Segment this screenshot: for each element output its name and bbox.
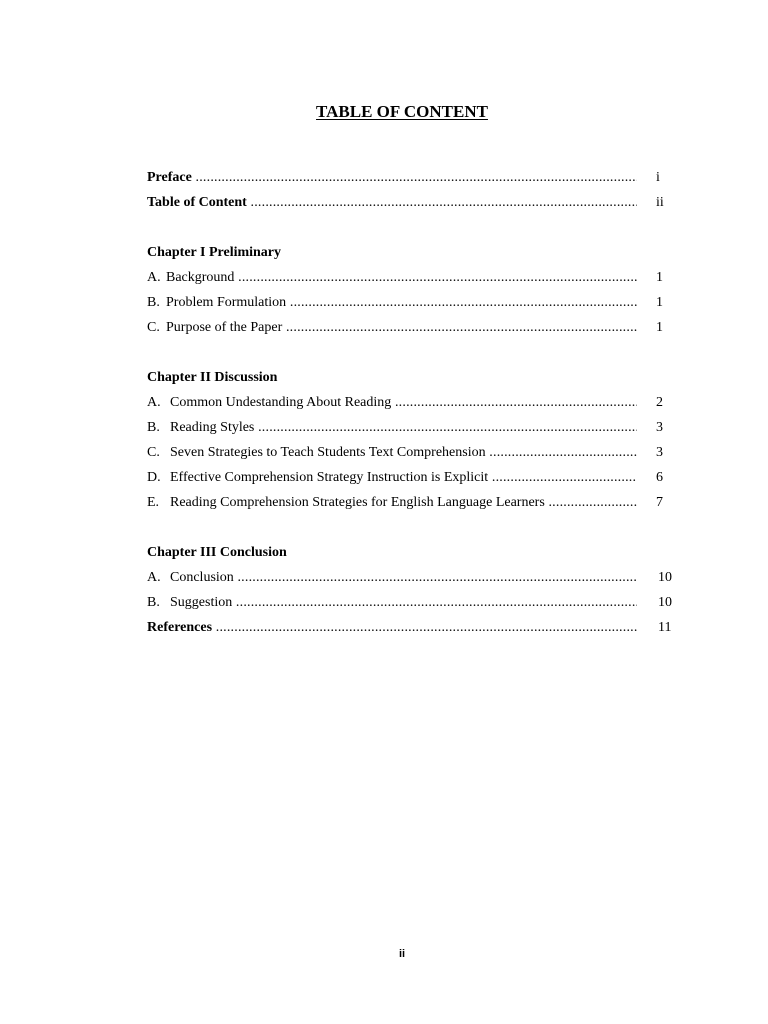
toc-entry-label: References — [147, 620, 213, 635]
toc-chapter-heading — [147, 368, 674, 393]
toc-entry-label: Effective Comprehension Strategy Instruction is Explicit — [170, 470, 489, 485]
toc-entry-letter: B. — [147, 595, 160, 610]
toc-entry — [147, 268, 674, 293]
toc-entry-label: Problem Formulation — [166, 295, 287, 310]
toc-entry-label: Table of Content — [147, 195, 247, 210]
toc-entry-table-of-content — [147, 193, 674, 218]
toc-chapter-heading — [147, 543, 674, 568]
toc-entry — [147, 568, 674, 593]
toc-page-number: 1 — [656, 320, 663, 335]
toc-entry-letter: D. — [147, 470, 161, 485]
toc-page-number: 7 — [656, 495, 663, 510]
toc-entry — [147, 443, 674, 468]
toc-entry-letter: A. — [147, 395, 161, 410]
toc-entry-label: Common Undestanding About Reading — [170, 395, 392, 410]
toc-page-number: 11 — [658, 620, 672, 635]
toc-entry-label: Suggestion — [170, 595, 233, 610]
toc-page-number: i — [656, 170, 660, 185]
chapter-heading-label: Chapter III Conclusion — [147, 545, 287, 560]
toc-entry — [147, 418, 674, 443]
toc-entry-letter: A. — [147, 270, 161, 285]
toc-entry-letter: C. — [147, 445, 160, 460]
toc-entry-label: Reading Comprehension Strategies for English Language Learners — [170, 495, 545, 510]
toc-entry — [147, 393, 674, 418]
toc-entry-letter: A. — [147, 570, 161, 585]
toc-entry-references — [147, 618, 674, 643]
toc-entry — [147, 468, 674, 493]
table-of-contents — [147, 168, 674, 643]
toc-entry-letter: C. — [147, 320, 160, 335]
toc-entry-label: Reading Styles — [170, 420, 255, 435]
toc-entry — [147, 318, 674, 343]
toc-page-number: 3 — [656, 445, 663, 460]
toc-page-number: ii — [656, 195, 664, 210]
toc-entry-label: Background — [166, 270, 235, 285]
chapter-heading-label: Chapter II Discussion — [147, 370, 278, 385]
toc-entry-letter: B. — [147, 295, 160, 310]
toc-page-number: 2 — [656, 395, 663, 410]
toc-page-number: 3 — [656, 420, 663, 435]
toc-entry-label: Preface — [147, 170, 192, 185]
toc-page-number: 1 — [656, 295, 663, 310]
toc-entry-label: Purpose of the Paper — [166, 320, 283, 335]
page-title: TABLE OF CONTENT — [316, 102, 488, 121]
toc-entry — [147, 493, 674, 518]
toc-entry-letter: B. — [147, 420, 160, 435]
toc-page-number: 10 — [658, 595, 672, 610]
toc-entry-letter: E. — [147, 495, 160, 510]
toc-entry — [147, 593, 674, 618]
toc-entry — [147, 293, 674, 318]
footer-page-number: ii — [398, 948, 406, 960]
toc-page-number: 6 — [656, 470, 663, 485]
toc-page-number: 1 — [656, 270, 663, 285]
chapter-heading-label: Chapter I Preliminary — [147, 245, 282, 260]
toc-entry-label: Seven Strategies to Teach Students Text Comprehension — [170, 445, 486, 460]
toc-page-number: 10 — [658, 570, 672, 585]
toc-chapter-heading — [147, 243, 674, 268]
toc-entry-preface — [147, 168, 674, 193]
toc-entry-label: Conclusion — [170, 570, 234, 585]
